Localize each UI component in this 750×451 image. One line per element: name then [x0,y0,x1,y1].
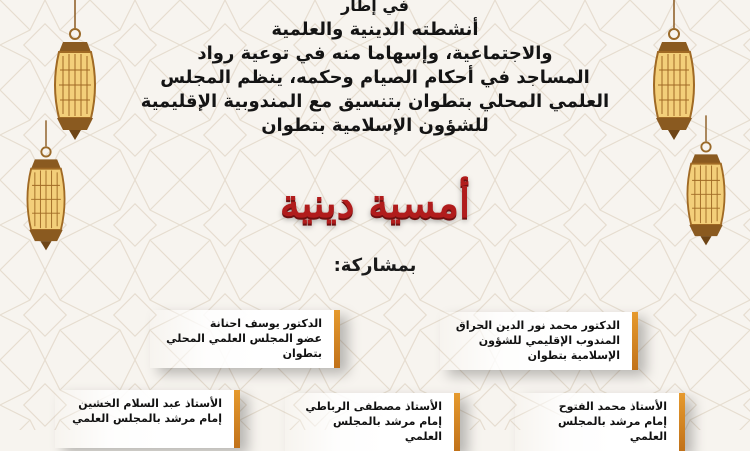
participant-card [440,312,638,370]
participant-role: إمام مرشد بالمجلس العلمي [72,412,222,425]
header-line: أنشطته الدينية والعلمية [271,19,479,40]
participant-card [515,393,685,451]
participant-name: الأستاذ مصطفى الرباطي [305,400,442,413]
participant-name: الأستاذ عبد السلام الخشين [78,397,222,410]
participant-card [285,393,460,451]
header-line: للشؤون الإسلامية بتطوان [261,115,489,136]
participant-name: الدكتور محمد نور الدين الحراق [455,319,620,332]
header-line: في إطار [340,0,409,15]
participant-role: المندوب الإقليمي للشؤون الإسلامية بتطوان [478,334,620,362]
participant-card [150,310,340,368]
participant-card [55,390,240,448]
header-line: العلمي المحلي بتطوان بتنسيق مع المندوبية الإقليمية [140,91,610,112]
participant-role: إمام مرشد بالمجلس العلمي [558,415,667,443]
participation-label: بمشاركة: [333,255,417,276]
participant-role: عضو المجلس العلمي المحلي بتطوان [166,332,322,360]
participant-role: إمام مرشد بالمجلس العلمي [333,415,442,443]
participant-name: الأستاذ محمد الفتوح [558,400,667,413]
event-title: أمسية دينية [279,180,471,227]
participant-name: الدكتور يوسف احنانة [209,317,322,330]
announcement-text [110,0,640,138]
header-line: والاجتماعية، وإسهاما منه في توعية رواد [197,43,553,64]
header-line: المساجد في أحكام الصيام وحكمه، ينظم المجلس [160,67,590,88]
